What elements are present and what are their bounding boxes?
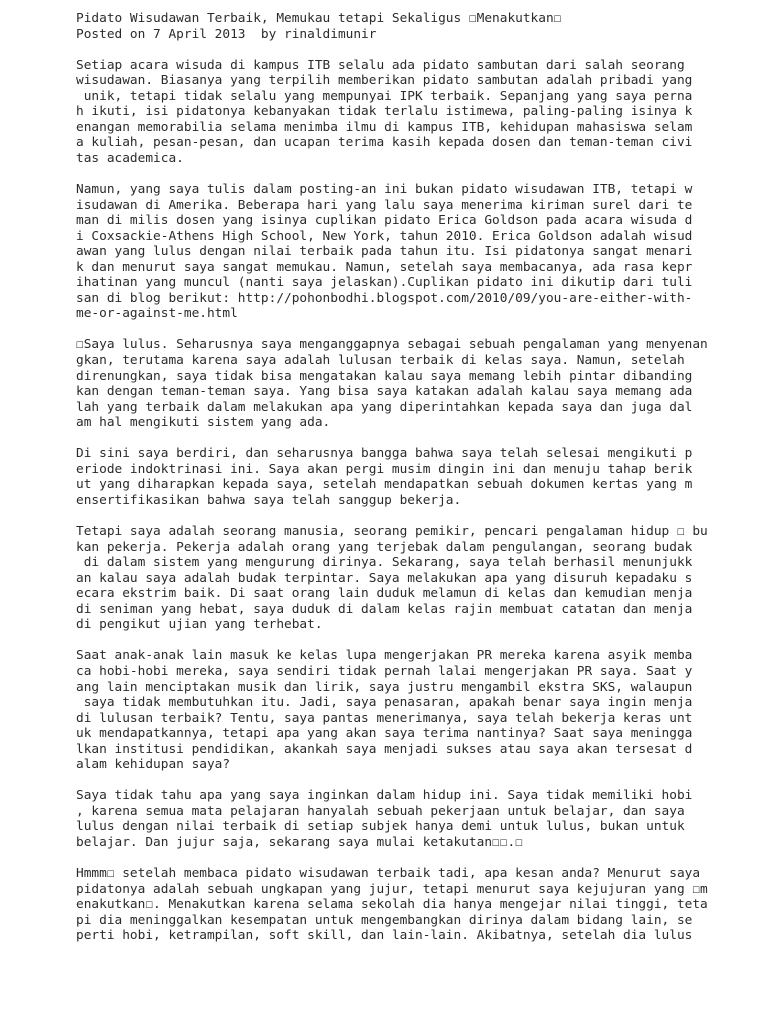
text-line: lkan institusi pendidikan, akankah saya menjadi sukses atau saya akan tersesat d	[76, 741, 693, 757]
text-line: Saat anak-anak lain masuk ke kelas lupa mengerjakan PR mereka karena asyik memba	[76, 648, 693, 664]
text-line: ihatinan yang muncul (nanti saya jelaskan).Cuplikan pidato ini dikutip dari tuli	[76, 275, 693, 291]
text-line: an kalau saya adalah budak terpintar. Saya melakukan apa yang disuruh kepadaku s	[76, 570, 693, 586]
text-line: me-or-against-me.html	[76, 306, 238, 322]
text-line: , karena semua mata pelajaran hanyalah sebuah pekerjaan untuk belajar, dan saya	[76, 803, 685, 819]
text-line: perti hobi, ketrampilan, soft skill, dan lain-lain. Akibatnya, setelah dia lulus	[76, 928, 693, 944]
text-line: san di blog berikut: http://pohonbodhi.blogspot.com/2010/09/you-are-either-with-	[76, 290, 693, 306]
text-line: di pengikut ujian yang terhebat.	[76, 617, 323, 633]
text-line: lah yang terbaik dalam melakukan apa yang diperintahkan kepada saya dan juga dal	[76, 399, 693, 415]
text-line: di seniman yang hebat, saya duduk di dalam kelas rajin membuat catatan dan menja	[76, 601, 693, 617]
text-line: Hmmm☐ setelah membaca pidato wisudawan terbaik tadi, apa kesan anda? Menurut saya	[76, 866, 701, 882]
text-line: direnungkan, saya tidak bisa mengatakan kalau saya memang lebih pintar dibanding	[76, 368, 693, 384]
text-line: Namun, yang saya tulis dalam posting-an ini bukan pidato wisudawan ITB, tetapi w	[76, 182, 693, 198]
post-body	[76, 58, 716, 944]
text-line: Saya tidak tahu apa yang saya inginkan dalam hidup ini. Saya tidak memiliki hobi	[76, 788, 693, 804]
text-line: man di milis dosen yang isinya cuplikan pidato Erica Goldson pada acara wisuda d	[76, 213, 693, 229]
text-line: awan yang lulus dengan nilai terbaik pada tahun itu. Isi pidatonya sangat menari	[76, 244, 693, 260]
text-line: isudawan di Amerika. Beberapa hari yang lalu saya menerima kiriman surel dari te	[76, 197, 693, 213]
text-line: h ikuti, isi pidatonya kebanyakan tidak terlalu istimewa, paling-paling isinya k	[76, 104, 693, 120]
paragraph	[76, 58, 716, 167]
post-title: Pidato Wisudawan Terbaik, Memukau tetapi Sekaligus ☐Menakutkan☐	[76, 11, 562, 26]
text-line: saya tidak membutuhkan itu. Jadi, saya penasaran, apakah benar saya ingin menja	[76, 695, 693, 711]
text-line: enangan memorabilia selama menimba ilmu di kampus ITB, kehidupan mahasiswa selam	[76, 119, 693, 135]
document-page	[76, 11, 716, 959]
text-line: Di sini saya berdiri, dan seharusnya bangga bahwa saya telah selesai mengikuti p	[76, 446, 693, 462]
text-line: eriode indoktrinasi ini. Saya akan pergi musim dingin ini dan menuju tahap berik	[76, 461, 693, 477]
text-line: uk mendapatkannya, tetapi apa yang akan saya terima nantinya? Saat saya meningga	[76, 726, 693, 742]
text-line: kan pekerja. Pekerja adalah orang yang terjebak dalam pengulangan, seorang budak	[76, 539, 693, 555]
text-line: pidatonya adalah sebuah ungkapan yang jujur, tetapi menurut saya kejujuran yang ☐m	[76, 881, 708, 897]
text-line: wisudawan. Biasanya yang terpilih memberikan pidato sambutan adalah pribadi yang	[76, 73, 693, 89]
text-line: enakutkan☐. Menakutkan karena selama sekolah dia hanya mengejar nilai tinggi, teta	[76, 897, 708, 913]
text-line: di dalam sistem yang mengurung dirinya. Sekarang, saya telah berhasil menunjukk	[76, 555, 693, 571]
post-header	[76, 11, 716, 42]
text-line: ca hobi-hobi mereka, saya sendiri tidak pernah lalai mengerjakan PR saya. Saat y	[76, 663, 693, 679]
text-line: gkan, terutama karena saya adalah lulusan terbaik di kelas saya. Namun, setelah	[76, 353, 685, 369]
post-meta: Posted on 7 April 2013 by rinaldimunir	[76, 26, 377, 42]
text-line: am hal mengikuti sistem yang ada.	[76, 415, 331, 431]
text-line: i Coxsackie-Athens High School, New York, tahun 2010. Erica Goldson adalah wisud	[76, 228, 693, 244]
text-line: di lulusan terbaik? Tentu, saya pantas menerimanya, saya telah bekerja keras unt	[76, 710, 693, 726]
paragraph	[76, 788, 716, 850]
text-line: ang lain menciptakan musik dan lirik, saya justru mengambil ekstra SKS, walaupun	[76, 679, 693, 695]
text-line: unik, tetapi tidak selalu yang mempunyai IPK terbaik. Sepanjang yang saya perna	[76, 88, 693, 104]
text-line: ensertifikasikan bahwa saya telah sanggup bekerja.	[76, 492, 462, 508]
paragraph	[76, 524, 716, 633]
text-line: lulus dengan nilai terbaik di setiap subjek hanya demi untuk lulus, bukan untuk	[76, 819, 685, 835]
text-line: ut yang diharapkan kepada saya, setelah mendapatkan sebuah dokumen kertas yang m	[76, 477, 693, 493]
text-line: kan dengan teman-teman saya. Yang bisa saya katakan adalah kalau saya memang ada	[76, 384, 693, 400]
text-line: a kuliah, pesan-pesan, dan ucapan terima kasih kepada dosen dan teman-teman civi	[76, 135, 693, 151]
text-line: alam kehidupan saya?	[76, 757, 231, 773]
text-line: pi dia meninggalkan kesempatan untuk mengembangkan dirinya dalam bidang lain, se	[76, 912, 693, 928]
paragraph	[76, 337, 716, 430]
text-line: Tetapi saya adalah seorang manusia, seorang pemikir, pencari pengalaman hidup ☐ bu	[76, 524, 708, 540]
text-line: ☐Saya lulus. Seharusnya saya menganggapnya sebagai sebuah pengalaman yang menyenan	[76, 337, 708, 353]
paragraph	[76, 648, 716, 772]
text-line: tas academica.	[76, 150, 184, 166]
text-line: Setiap acara wisuda di kampus ITB selalu ada pidato sambutan dari salah seorang	[76, 57, 685, 73]
paragraph	[76, 866, 716, 944]
paragraph	[76, 446, 716, 508]
text-line: k dan menurut saya sangat memukau. Namun, setelah saya membacanya, ada rasa kepr	[76, 259, 693, 275]
text-line: belajar. Dan jujur saja, sekarang saya mulai ketakutan☐☐.☐	[76, 834, 523, 850]
paragraph	[76, 182, 716, 322]
text-line: ecara ekstrim baik. Di saat orang lain duduk melamun di kelas dan kemudian menja	[76, 586, 693, 602]
